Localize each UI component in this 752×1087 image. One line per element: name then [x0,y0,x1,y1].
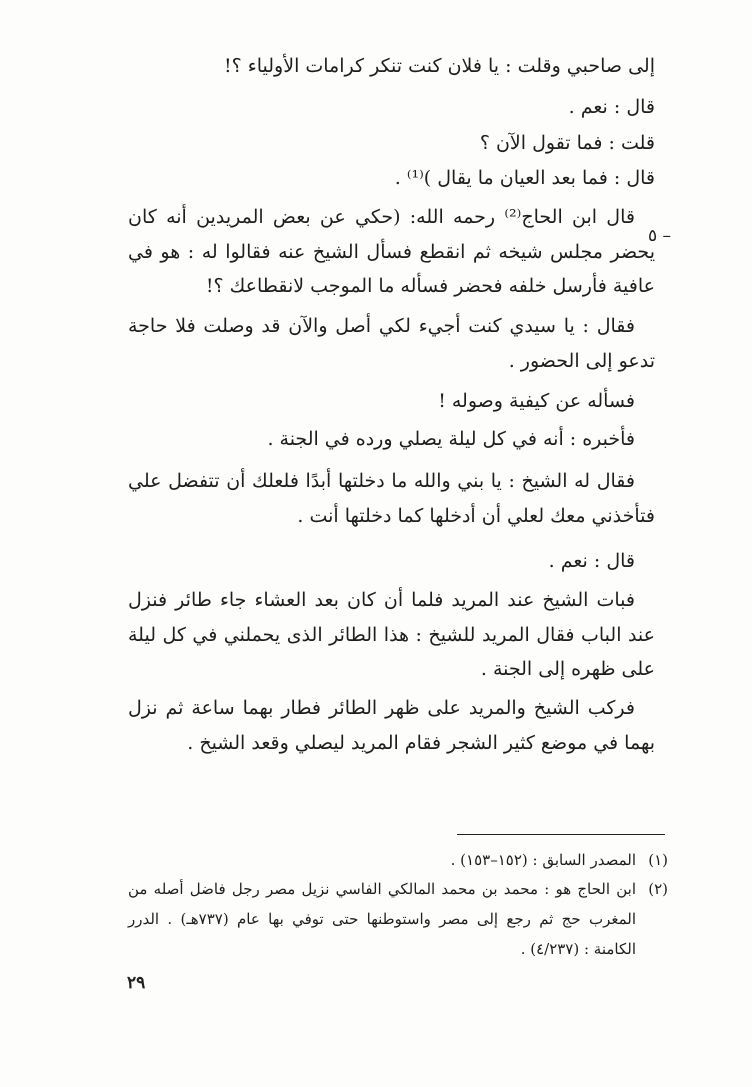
paragraph-8: فركب الشيخ والمريد على ظهر الطائر فطار بهما ساعة ثم نزل بهما في موضع كثير الشجر فقام المريد ليصلي وقعد الشيخ . [128,697,655,754]
text-line-4: قال : فما بعد العيان ما يقال )⁽¹⁾ . [394,167,655,189]
paragraph-1: قال ابن الحاج⁽²⁾ رحمه الله: (حكي عن بعض المريدين أنه كان يحضر مجلس شيخه ثم انقطع فسأل الشيخ عنه فقالوا له : هو في عافية فأرسل خلفه فحضر فسأله ما الموجب لانقطاعك ؟! [128,206,655,297]
footnote-2 [128,874,668,964]
paragraph-6: قال : نعم . [548,550,635,572]
footnote-separator [457,834,665,835]
footnote-2-mark: (٢) [648,880,668,898]
paragraph-7: فبات الشيخ عند المريد فلما أن كان بعد العشاء جاء طائر فنزل عند الباب فقال المريد للشيخ : هذا الطائر الذى يحملني في كل ليلة على ظهره إلى الجنة . [128,589,655,680]
footnote-1-text: المصدر السابق : (١٥٢–١٥٣) . [450,851,636,869]
footnote-1-mark: (١) [648,851,668,869]
paragraph-3: فسأله عن كيفية وصوله ! [438,390,635,412]
paragraph-4: فأخبره : أنه في كل ليلة يصلي ورده في الجنة . [267,428,635,450]
page-number: ٢٩ [127,973,146,993]
footnote-1 [128,845,668,875]
line-number: ٥ – [648,226,672,246]
paragraph-2: فقال : يا سيدي كنت أجيء لكي أصل والآن قد وصلت فلا حاجة تدعو إلى الحضور . [128,315,655,372]
footnote-2-text: ابن الحاج هو : محمد بن محمد المالكي الفاسي نزيل مصر رجل فاضل أصله من المغرب حج ثم رجع إلى مصر واستوطنها حتى توفي بها عام (٧٣٧هـ) . الدرر الكامنة : (٤/٢٣٧) . [128,880,636,958]
text-line-3: قلت : فما تقول الآن ؟ [479,132,655,154]
paragraph-5: فقال له الشيخ : يا بني والله ما دخلتها أبدًا فلعلك أن تتفضل علي فتأخذني معك لعلي أن أدخلها كما دخلتها أنت . [128,470,655,527]
text-line-2: قال : نعم . [568,96,655,118]
text-line-1: إلى صاحبي وقلت : يا فلان كنت تنكر كرامات الأولياء ؟! [224,55,655,77]
